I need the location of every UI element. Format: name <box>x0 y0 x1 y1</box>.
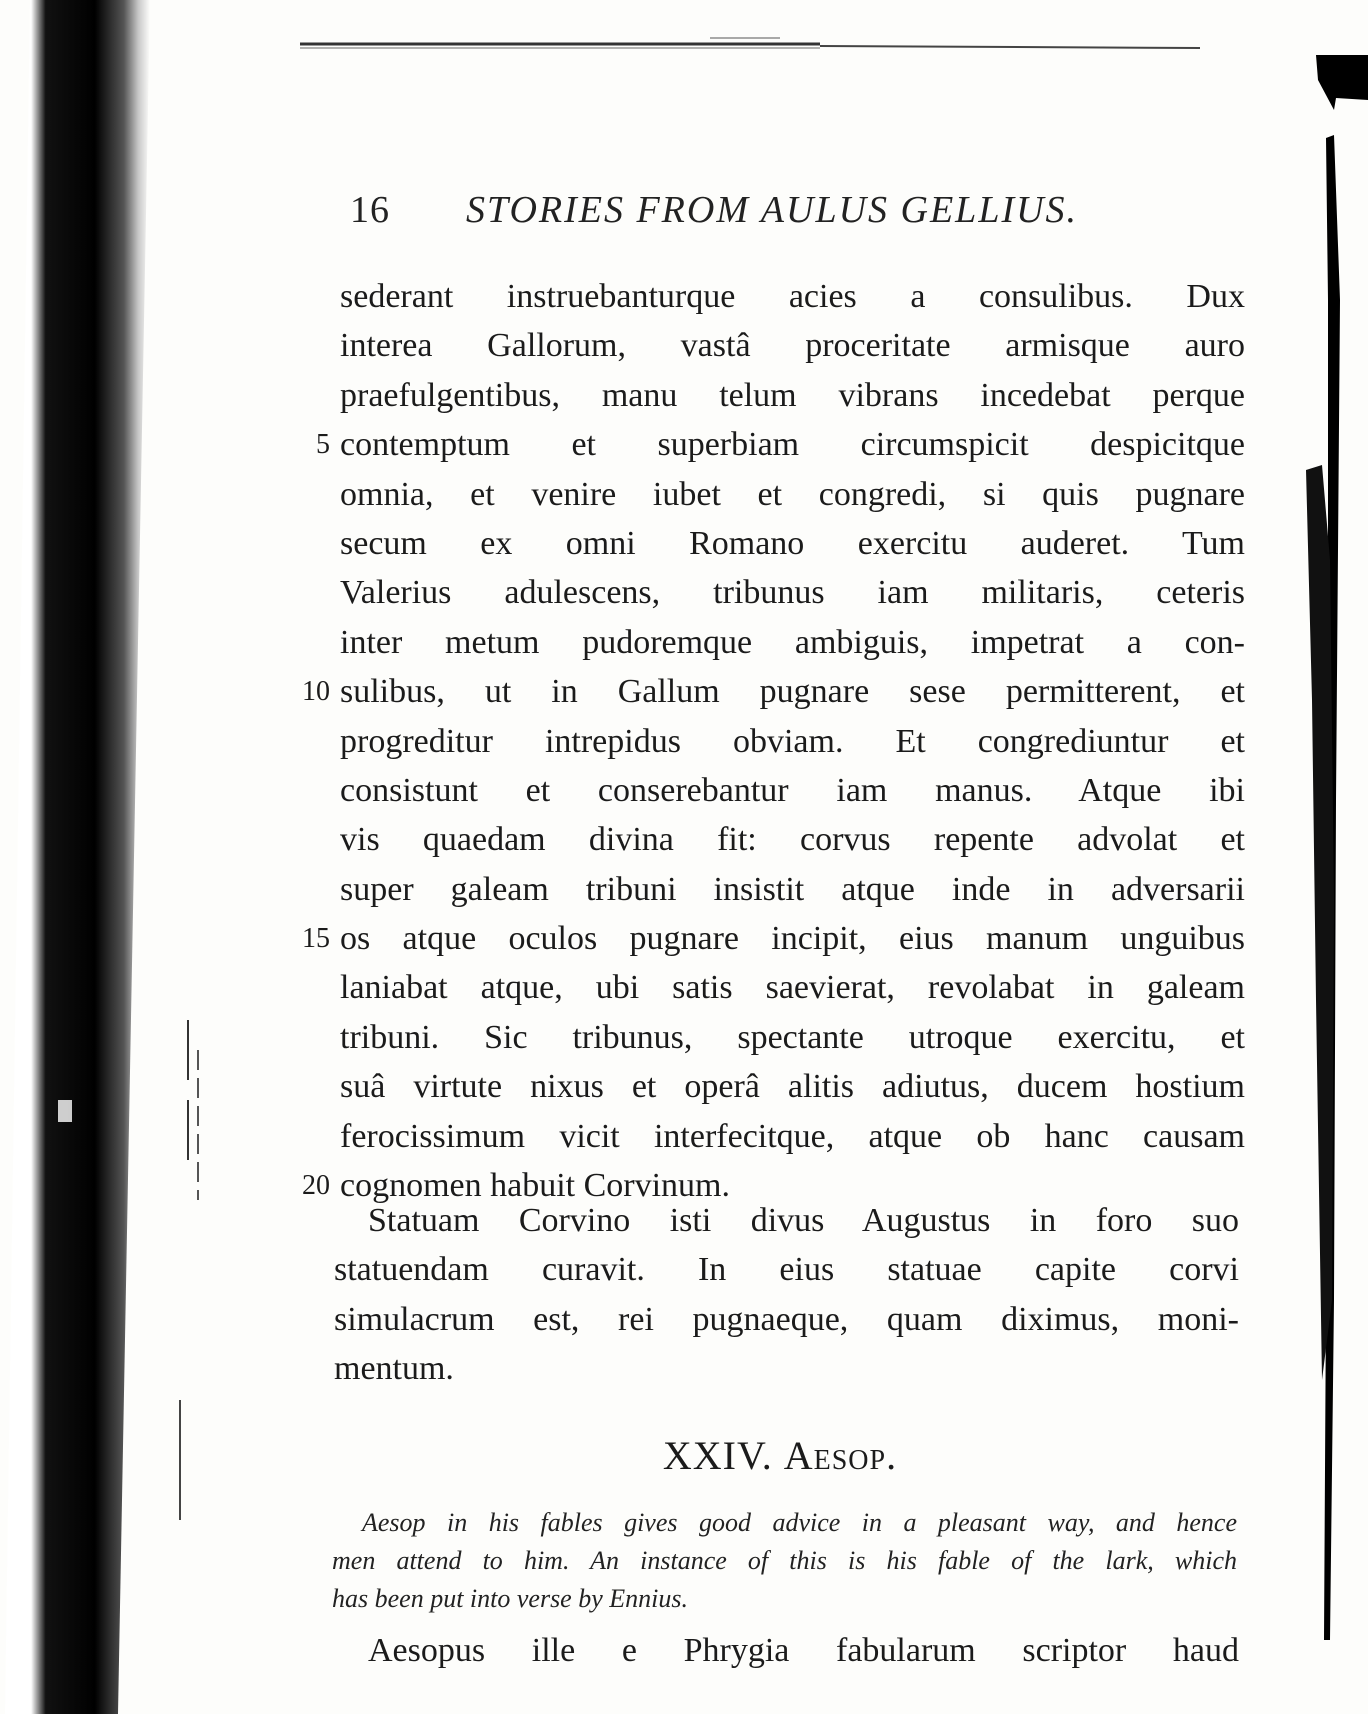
text-line: statuendam curavit. In eius statuae capite corvi <box>334 1251 1239 1289</box>
running-head <box>350 188 1150 238</box>
text-line: mentum. <box>334 1350 454 1388</box>
section-title: Aesop. <box>783 1433 898 1478</box>
passage-text <box>302 272 1250 1210</box>
text-line: 5 contemptum et superbiam circumspicit despicitque <box>340 420 1250 469</box>
margin-marks <box>170 1020 230 1520</box>
text-line: ferocissimum vicit interfecitque, atque ob hanc causam <box>340 1117 1245 1155</box>
summary-line: men attend to him. An instance of this is his fable of the lark, which <box>332 1546 1237 1575</box>
binding-shadow <box>0 0 160 1714</box>
text-line: inter metum pudoremque ambiguis, impetrat a con- <box>340 623 1245 661</box>
page-number: 16 <box>350 189 390 231</box>
summary-line: Aesop in his fables gives good advice in a pleasant way, and hence <box>362 1508 1237 1537</box>
page-edge-shadow <box>1248 0 1368 1714</box>
line-number: 10 <box>302 676 330 708</box>
text-line: Statuam Corvino isti divus Augustus in foro suo <box>368 1202 1239 1239</box>
paragraph-aesop <box>334 1626 1244 1675</box>
text-line: super galeam tribuni insistit atque inde in adversarii <box>340 870 1245 908</box>
text-line: simulacrum est, rei pugnaeque, quam diximus, moni- <box>334 1300 1239 1338</box>
line-number: 15 <box>302 923 330 955</box>
text-line: 10 sulibus, ut in Gallum pugnare sese permitterent, et <box>340 667 1250 716</box>
running-title: STORIES FROM AULUS GELLIUS. <box>466 189 1079 231</box>
section-heading <box>330 1432 1230 1479</box>
text-line: Valerius adulescens, tribunus iam militaris, ceteris <box>340 574 1245 612</box>
text-line: omnia, et venire iubet et congredi, si quis pugnare <box>340 475 1245 513</box>
section-numeral: XXIV. <box>662 1433 773 1478</box>
text-line: tribuni. Sic tribunus, spectante utroque exercitu, et <box>340 1018 1245 1056</box>
line-number: 20 <box>302 1170 330 1202</box>
text-line: laniabat atque, ubi satis saevierat, revolabat in galeam <box>340 969 1245 1007</box>
line-number: 5 <box>316 429 330 461</box>
text-line: Aesopus ille e Phrygia fabularum scriptor haud <box>368 1632 1239 1669</box>
text-line: praefulgentibus, manu telum vibrans incedebat perque <box>340 376 1245 414</box>
text-line: 15 os atque oculos pugnare incipit, eius manum unguibus <box>340 914 1250 963</box>
text-line: secum ex omni Romano exercitu auderet. Tum <box>340 524 1245 562</box>
text-line: suâ virtute nixus et operâ alitis adiutus, ducem hostium <box>340 1068 1245 1106</box>
section-summary <box>332 1504 1242 1618</box>
text-line: progreditur intrepidus obviam. Et congrediuntur et <box>340 722 1245 760</box>
text-line: sederant instruebanturque acies a consulibus. Dux <box>340 278 1245 315</box>
top-rule <box>300 34 1200 56</box>
text-line: 20 cognomen habuit Corvinum. <box>340 1161 1250 1210</box>
text-line: interea Gallorum, vastâ proceritate armisque auro <box>340 327 1245 365</box>
paragraph-statue <box>334 1196 1244 1394</box>
text-line: consistunt et conserebantur iam manus. Atque ibi <box>340 771 1245 809</box>
text-line: vis quaedam divina fit: corvus repente advolat et <box>340 821 1245 859</box>
summary-line: has been put into verse by Ennius. <box>332 1584 688 1613</box>
